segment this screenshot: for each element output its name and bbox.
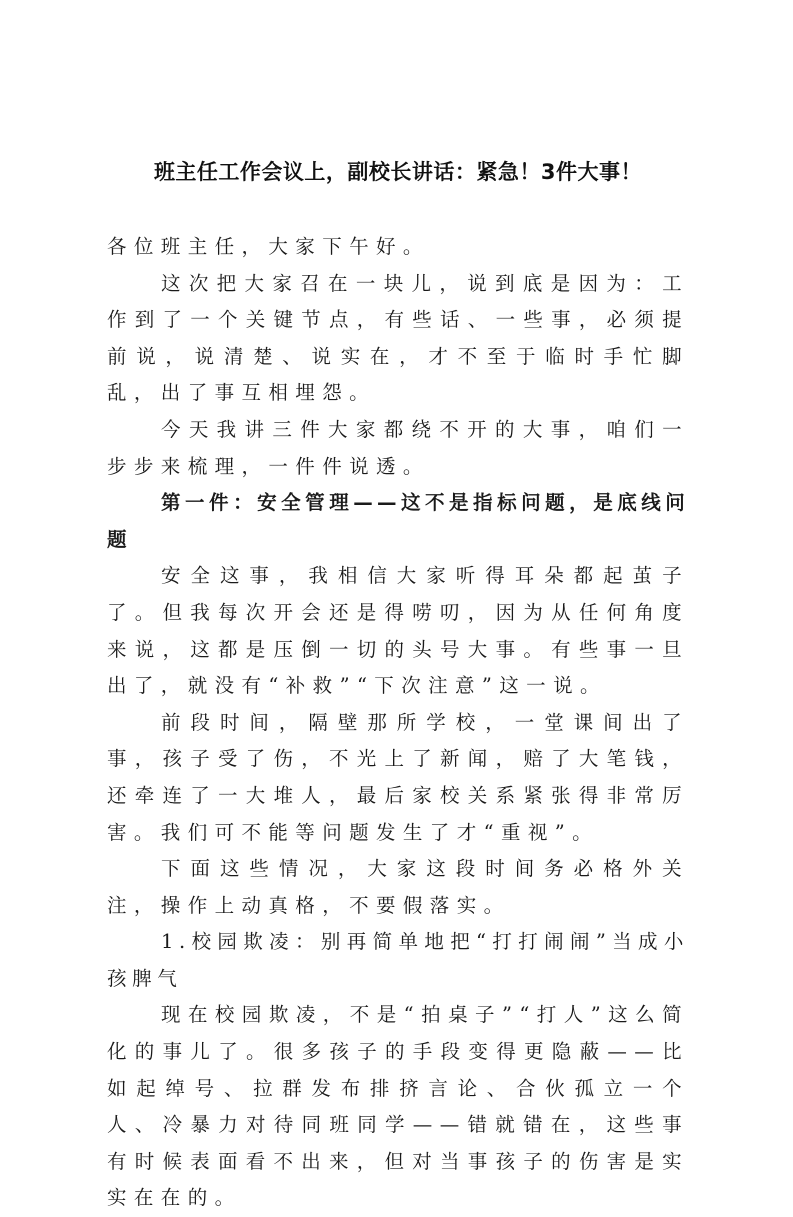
subheading-bullying: 1.校园欺凌：别再简单地把“打打闹闹”当成小孩脾气 (107, 930, 689, 990)
greeting-paragraph: 各位班主任，大家下午好。 (107, 235, 430, 258)
document-title: 班主任工作会议上，副校长讲话：紧急！3件大事！ (153, 160, 643, 184)
safety-paragraph-1: 安全这事，我相信大家听得耳朵都起茧子了。但我每次开会还是得唠叨，因为从任何角度来说，这都是压倒一切的头号大事。有些事一旦出了，就没有“补救”“下次注意”这一说。 (107, 564, 689, 698)
section-heading-safety: 第一件：安全管理——这不是指标问题，是底线问题 (107, 491, 689, 551)
safety-paragraph-3: 下面这些情况，大家这段时间务必格外关注，操作上动真格，不要假落实。 (107, 857, 689, 917)
bullying-paragraph: 现在校园欺凌，不是“拍桌子”“打人”这么简化的事儿了。很多孩子的手段变得更隐蔽——比如起绰号、拉群发布排挤言论、合伙孤立一个人、冷暴力对待同班同学——错就错在，这些事有时候表面看不出来，但对当事孩子的伤害是实实在在的。 (107, 1003, 689, 1210)
agenda-paragraph: 今天我讲三件大家都绕不开的大事，咱们一步步来梳理，一件件说透。 (107, 417, 689, 478)
intro-paragraph: 这次把大家召在一块儿，说到底是因为：工作到了一个关键节点，有些话、一些事，必须提前说，说清楚、说实在，才不至于临时手忙脚乱，出了事互相埋怨。 (107, 271, 689, 405)
safety-paragraph-2: 前段时间，隔壁那所学校，一堂课间出了事，孩子受了伤，不光上了新闻，赔了大笔钱，还牵连了一大堆人，最后家校关系紧张得非常厉害。我们可不能等问题发生了才“重视”。 (107, 710, 689, 844)
document-body (107, 229, 689, 1217)
